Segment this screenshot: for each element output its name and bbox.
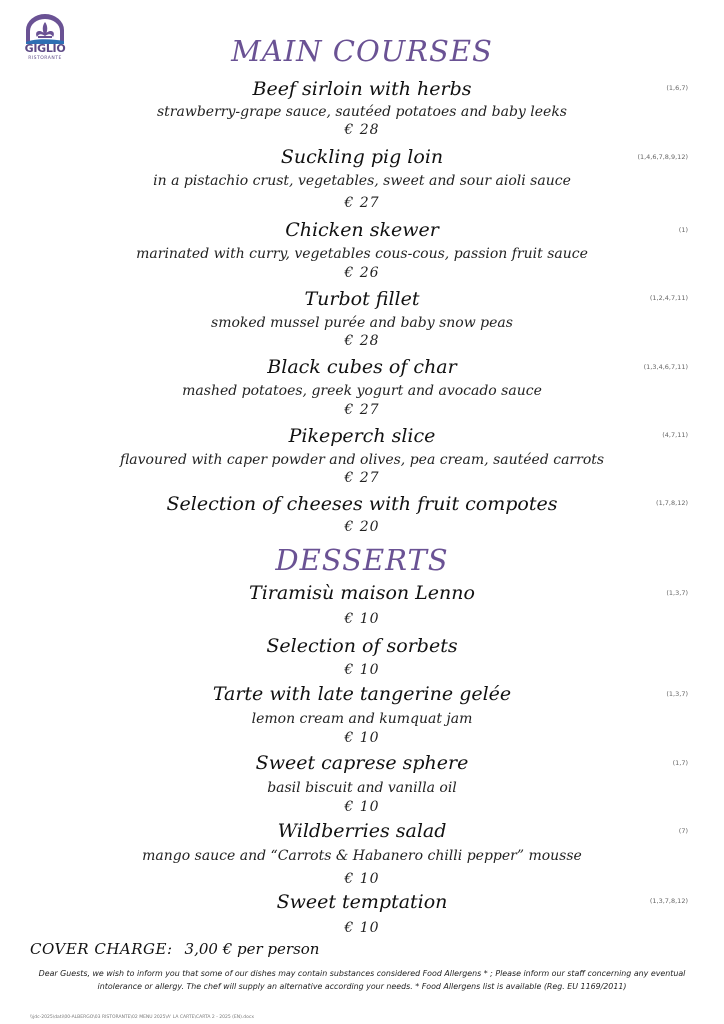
dish-price: € 20	[344, 519, 380, 535]
allergen-codes: (1,3,7)	[666, 589, 688, 597]
allergen-notice	[12, 967, 712, 993]
dish-name: Black cubes of char	[267, 356, 457, 378]
dish-description: basil biscuit and vanilla oil	[267, 780, 457, 796]
dish-price: € 10	[344, 920, 380, 936]
allergen-codes: (1,2,4,7,11)	[649, 294, 688, 302]
main-courses-title: MAIN COURSES	[231, 34, 493, 68]
dish-name: Turbot fillet	[304, 288, 420, 310]
dish-price: € 28	[344, 122, 380, 138]
allergen-codes: (1,3,7,8,12)	[649, 897, 688, 905]
logo-name: GIGLIO	[24, 42, 66, 55]
dish-name: Beef sirloin with herbs	[252, 78, 472, 100]
cover-charge-value: 3,00 € per person	[184, 940, 320, 958]
dish-description: flavoured with caper powder and olives, pea cream, sautéed carrots	[119, 452, 605, 468]
dish-name: Tiramisù maison Lenno	[249, 582, 475, 604]
document-file-path: \\jdc-2025\dati\00-ALBERGO\03 RISTORANTE\02 MENU 2025\A' LA CARTE\CARTA 2 - 2025 (EN).docx	[30, 1015, 255, 1020]
dish-description: mashed potatoes, greek yogurt and avocado sauce	[182, 383, 542, 399]
dish-price: € 10	[344, 871, 380, 887]
allergen-codes: (1)	[678, 226, 688, 234]
allergen-codes: (7)	[678, 827, 688, 835]
dish-description: smoked mussel purée and baby snow peas	[211, 315, 513, 331]
dish-price: € 26	[344, 265, 380, 281]
desserts-title: DESSERTS	[275, 543, 449, 577]
cover-charge	[30, 940, 319, 958]
dish-name: Tarte with late tangerine gelée	[212, 683, 512, 705]
dish-price: € 10	[344, 799, 380, 815]
dish-price: € 10	[344, 611, 380, 627]
allergen-codes: (1,7,8,12)	[656, 499, 688, 507]
dish-name: Selection of cheeses with fruit compotes	[166, 493, 558, 515]
dish-price: € 10	[344, 662, 380, 678]
dish-description: in a pistachio crust, vegetables, sweet and sour aioli sauce	[153, 173, 571, 189]
cover-charge-label: COVER CHARGE:	[30, 940, 173, 958]
dish-name: Suckling pig loin	[280, 146, 444, 168]
allergen-codes: (1,7)	[672, 759, 688, 767]
dish-price: € 27	[344, 195, 380, 211]
dish-price: € 28	[344, 333, 380, 349]
allergen-notice-line: intolerance or allergy. The chef will supply an alternative according your needs. * Food Allergens list is available (Reg. EU 1169/2011)	[97, 982, 627, 991]
allergen-codes: (4,7,11)	[662, 431, 688, 439]
dish-description: lemon cream and kumquat jam	[251, 711, 473, 727]
allergen-codes: (1,6,7)	[666, 84, 688, 92]
dish-name: Selection of sorbets	[266, 635, 458, 657]
dish-description: marinated with curry, vegetables cous-cous, passion fruit sauce	[136, 246, 588, 262]
dish-name: Pikeperch slice	[288, 425, 436, 447]
allergen-codes: (1,3,4,6,7,11)	[643, 363, 688, 371]
dish-price: € 27	[344, 470, 380, 486]
dish-price: € 27	[344, 402, 380, 418]
dish-name: Wildberries salad	[277, 820, 447, 842]
dish-name: Chicken skewer	[285, 219, 439, 241]
allergen-notice-line: Dear Guests, we wish to inform you that some of our dishes may contain substances considered Food Allergens * ; Please inform our staff concerning any eventual	[38, 969, 686, 978]
dish-name: Sweet temptation	[276, 891, 448, 913]
allergen-codes: (1,4,6,7,8,9,12)	[637, 153, 688, 161]
dish-price: € 10	[344, 730, 380, 746]
dish-name: Sweet caprese sphere	[255, 752, 469, 774]
dish-description: strawberry-grape sauce, sautéed potatoes and baby leeks	[157, 104, 567, 120]
allergen-codes: (1,3,7)	[666, 690, 688, 698]
dish-description: mango sauce and “Carrots & Habanero chilli pepper” mousse	[142, 848, 582, 864]
logo-subtitle: RISTORANTE	[28, 56, 62, 61]
